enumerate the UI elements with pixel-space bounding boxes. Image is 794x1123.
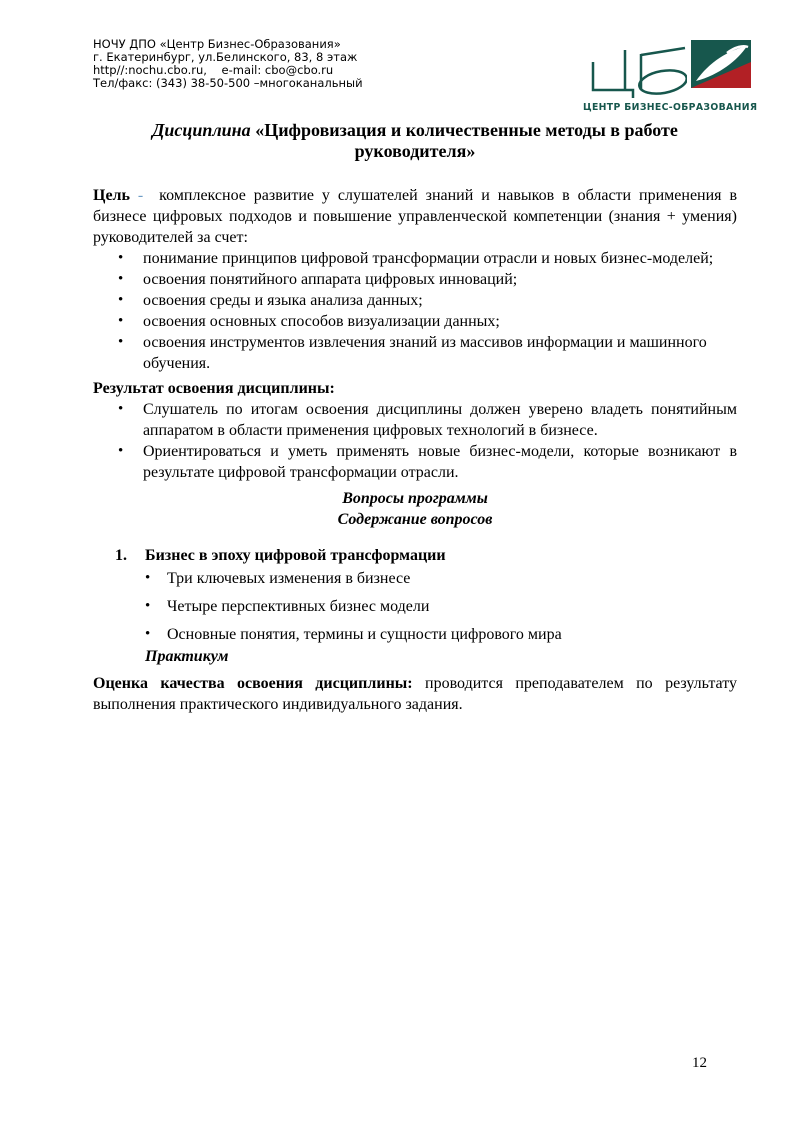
assessment-paragraph (93, 673, 737, 715)
goal-bullet-1: • понимание принципов цифровой трансформации отрасли и новых бизнес-моделей; (93, 248, 737, 269)
goal-paragraph (93, 185, 737, 248)
result-bullet-2 (93, 441, 737, 483)
cbo-logo-square-icon (691, 40, 751, 88)
page-number: 12 (692, 1055, 707, 1071)
goal-line-2: бизнесе цифровых подходов и повышение управленческой компетенции (знания + умения) (93, 208, 737, 225)
org-address-line: г. Екатеринбург, ул.Белинского, 83, 8 этаж (93, 50, 358, 64)
cbo-logo-row (583, 40, 753, 100)
cbo-logo (583, 40, 758, 113)
subtopic-2: • Четыре перспективных бизнес модели (93, 596, 737, 617)
cbo-monogram-icon (583, 40, 687, 100)
logo-caption: ЦЕНТР БИЗНЕС-ОБРАЗОВАНИЯ (583, 102, 758, 113)
org-phone-line: Тел/факс: (343) 38-50-500 –многоканальный (93, 76, 363, 90)
program-item-1 (93, 545, 737, 566)
program-item-1-number: 1. (115, 547, 127, 564)
practicum-label: Практикум (145, 648, 229, 665)
title-discipline-label: Дисциплина (152, 120, 251, 140)
assessment-line-1 (93, 673, 737, 694)
assessment-label: Оценка качества освоения дисциплины: (93, 675, 413, 692)
title-line-2: руководителя» (354, 141, 476, 161)
goal-line-3: руководителей за счет: (93, 229, 248, 246)
page-title (93, 120, 737, 162)
result-bullet-1-line-1: • Слушатель по итогам освоения дисциплины должен уверено владеть понятийным (143, 401, 737, 418)
assessment-line-1-text: проводится преподавателем по результату (425, 675, 737, 692)
result-heading: Результат освоения дисциплины: (93, 380, 335, 397)
goal-bullet-list (93, 248, 737, 374)
result-bullet-list (93, 399, 737, 483)
result-bullet-1 (93, 399, 737, 441)
result-bullet-2-line-1: • Ориентироваться и уметь применять новые бизнес-модели, которые возникают в (143, 443, 737, 460)
program-item-1-subtopic-list (93, 568, 737, 645)
title-line-1-rest: «Цифровизация и количественные методы в работе (250, 120, 678, 140)
goal-bullet-4: • освоения основных способов визуализации данных; (93, 311, 737, 332)
goal-line-1 (93, 185, 737, 206)
program-content-heading: Содержание вопросов (337, 511, 493, 528)
goal-bullet-5: • освоения инструментов извлечения знаний из массивов информации и машинного обучения. (93, 332, 737, 374)
goal-dash: - (137, 187, 144, 204)
title-line-1 (93, 120, 737, 141)
goal-bullet-2: • освоения понятийного аппарата цифровых инноваций; (93, 269, 737, 290)
goal-label: Цель (93, 187, 130, 204)
subtopic-3: • Основные понятия, термины и сущности цифрового мира (93, 624, 737, 645)
org-web-email-line: http//:nochu.cbo.ru, e-mail: cbo@cbo.ru (93, 63, 334, 77)
subtopic-1: • Три ключевых изменения в бизнесе (93, 568, 737, 589)
assessment-line-2: выполнения практического индивидуального задания. (93, 696, 463, 713)
result-bullet-1-line-2: аппаратом в области применения цифровых технологий в бизнесе. (143, 422, 598, 439)
goal-bullet-3: • освоения среды и языка анализа данных; (93, 290, 737, 311)
goal-line-1-text: комплексное развитие у слушателей знаний и навыков в области применения в (159, 187, 738, 204)
program-item-1-title: Бизнес в эпоху цифровой трансформации (145, 547, 446, 564)
org-name-line: НОЧУ ДПО «Центр Бизнес-Образования» (93, 37, 341, 51)
result-bullet-2-line-2: результате цифровой трансформации отрасли. (143, 464, 459, 481)
program-questions-heading: Вопросы программы (342, 490, 488, 507)
